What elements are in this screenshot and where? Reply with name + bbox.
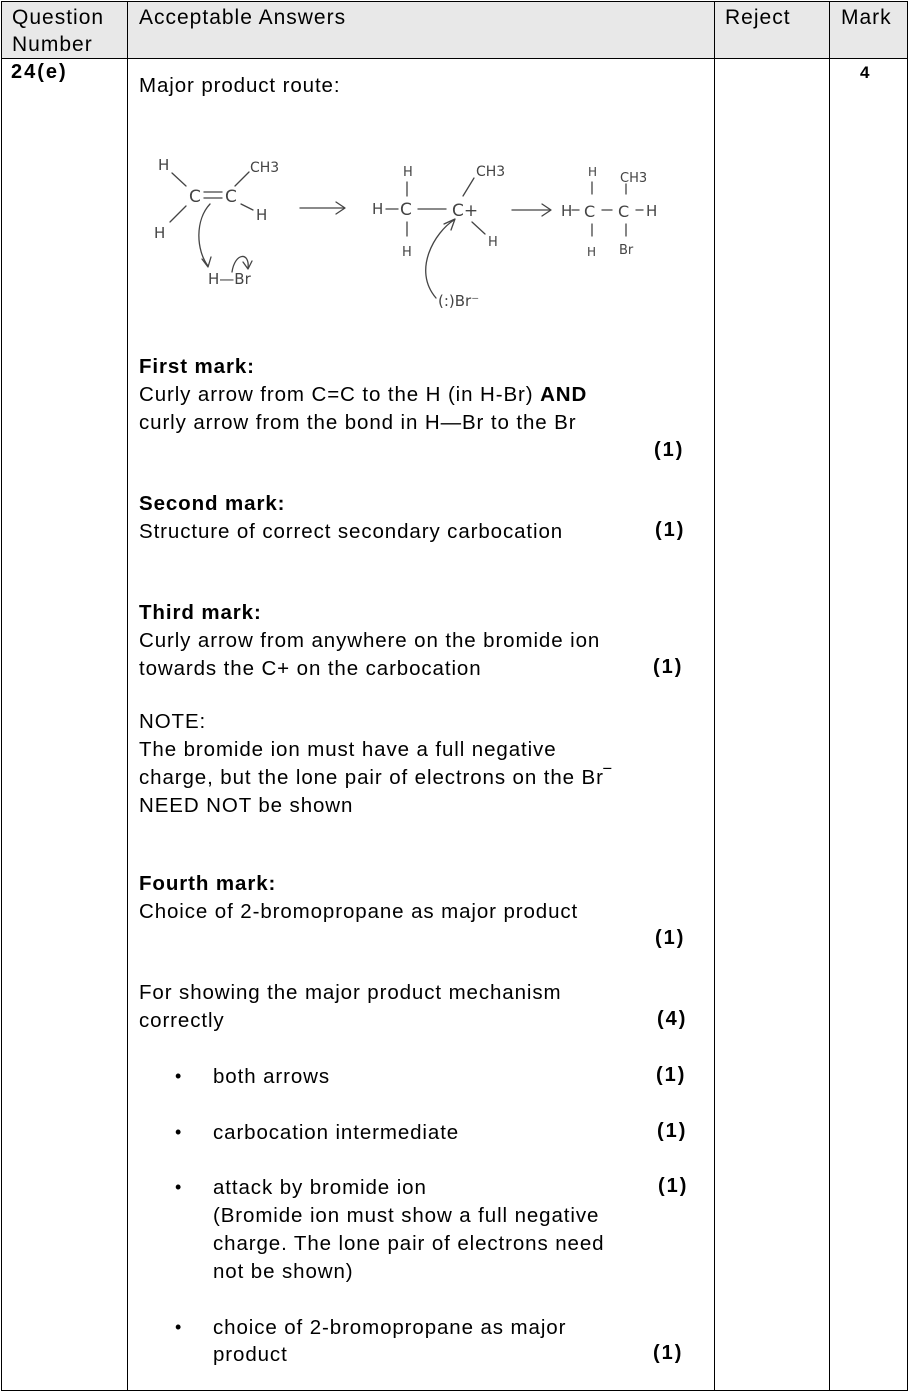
header-reject: Reject xyxy=(725,6,791,29)
atom-label: Br xyxy=(619,243,634,258)
note-line3: NEED NOT be shown xyxy=(139,794,354,817)
atom-label: H xyxy=(158,156,170,174)
fourth-mark-line1: Choice of 2-bromopropane as major product xyxy=(139,900,579,923)
atom-label: C xyxy=(618,202,630,221)
atom-label: H xyxy=(402,245,412,260)
bullet-icon: • xyxy=(175,1122,182,1142)
intro-text: Major product route: xyxy=(139,74,341,97)
first-mark-line2: curly arrow from the bond in H—Br to the Br xyxy=(139,411,577,434)
bullet-text: carbocation intermediate xyxy=(213,1121,460,1144)
bullet-extra-line: not be shown) xyxy=(213,1260,354,1283)
carbocation-label: C+ xyxy=(452,201,479,221)
question-number: 24(e) xyxy=(11,61,68,83)
mark-value: 4 xyxy=(860,63,870,82)
second-mark-line1: Structure of correct secondary carbocation xyxy=(139,520,564,543)
atom-label: C xyxy=(400,200,412,220)
bullet-text: both arrows xyxy=(213,1065,331,1088)
atom-label: H xyxy=(587,245,597,259)
bullet-icon: • xyxy=(175,1177,182,1197)
bullet-value: (1) xyxy=(653,1342,684,1364)
bullet-text-line2: product xyxy=(213,1343,288,1366)
atom-label: C xyxy=(189,187,201,207)
note-line1: The bromide ion must have a full negative xyxy=(139,738,557,761)
atom-label: H xyxy=(488,235,498,250)
atom-label: CH3 xyxy=(250,160,280,176)
summary-line1: For showing the major product mechanism xyxy=(139,981,562,1004)
atom-label: CH3 xyxy=(620,171,648,186)
atom-label: H xyxy=(256,206,268,224)
first-mark-value: (1) xyxy=(654,439,685,461)
atom-label: H xyxy=(154,224,166,242)
second-mark-value: (1) xyxy=(655,519,686,541)
third-mark-line1: Curly arrow from anywhere on the bromide ion xyxy=(139,629,601,652)
bullet-text: choice of 2-bromopropane as major xyxy=(213,1316,567,1339)
atom-label: CH3 xyxy=(476,164,506,180)
fourth-mark-value: (1) xyxy=(655,927,686,949)
bullet-extra-line: charge. The lone pair of electrons need xyxy=(213,1232,605,1255)
header-mark: Mark xyxy=(841,6,892,29)
atom-label: H xyxy=(646,202,658,220)
summary-line2: correctly xyxy=(139,1009,225,1032)
note-line2: charge, but the lone pair of electrons on the Br‾ xyxy=(139,766,612,789)
third-mark-line2: towards the C+ on the carbocation xyxy=(139,657,482,680)
atom-label: C xyxy=(225,187,237,207)
bromide-ion-label: (:)Br⁻ xyxy=(438,292,480,310)
note-heading: NOTE: xyxy=(139,710,207,733)
mechanism-diagram xyxy=(140,140,680,330)
atom-label: C xyxy=(584,202,596,221)
first-mark-line1: Curly arrow from C=C to the H (in H-Br) AND xyxy=(139,383,588,406)
bullet-extra-line: (Bromide ion must show a full negative xyxy=(213,1204,600,1227)
first-mark-heading: First mark: xyxy=(139,355,255,378)
atom-label: H xyxy=(561,202,573,220)
bullet-value: (1) xyxy=(656,1064,687,1086)
header-question-number: Question Number xyxy=(12,6,105,56)
bullet-value: (1) xyxy=(657,1120,688,1142)
bullet-text: attack by bromide ion xyxy=(213,1176,427,1199)
bullet-value: (1) xyxy=(658,1175,689,1197)
header-acceptable-answers: Acceptable Answers xyxy=(139,6,347,29)
second-mark-heading: Second mark: xyxy=(139,492,286,515)
column-divider xyxy=(127,2,128,1390)
third-mark-value: (1) xyxy=(653,656,684,678)
atom-label: H xyxy=(403,165,413,180)
column-divider xyxy=(829,2,830,1390)
hbr-label: H—Br xyxy=(208,270,251,288)
third-mark-heading: Third mark: xyxy=(139,601,262,624)
fourth-mark-heading: Fourth mark: xyxy=(139,872,277,895)
summary-value: (4) xyxy=(657,1008,688,1030)
atom-label: H xyxy=(372,200,384,218)
atom-label: H xyxy=(588,165,598,179)
bullet-icon: • xyxy=(175,1317,182,1337)
column-divider xyxy=(714,2,715,1390)
bullet-icon: • xyxy=(175,1066,182,1086)
